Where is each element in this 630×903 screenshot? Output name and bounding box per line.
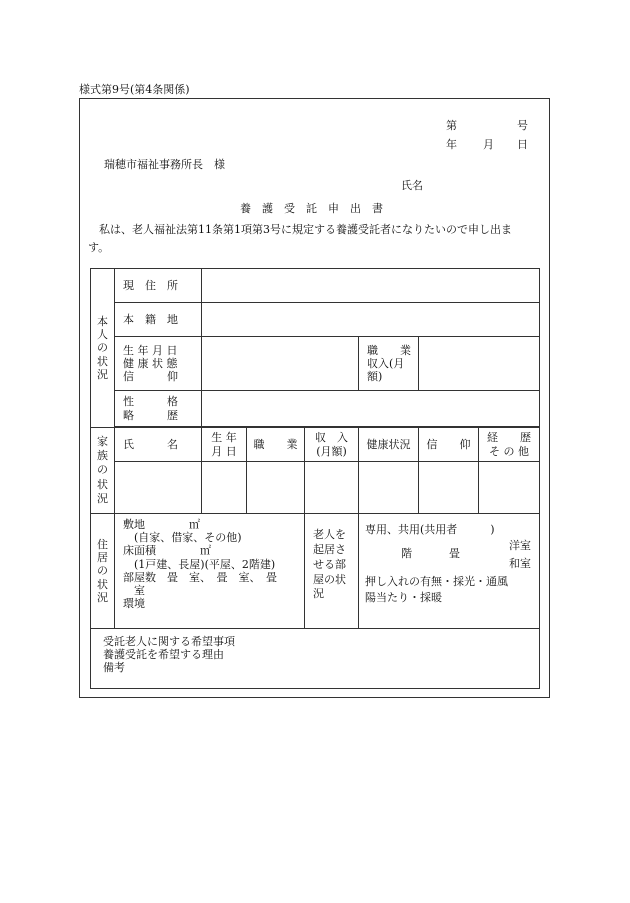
- job-income-labels: [359, 337, 419, 391]
- family-health-header: 健康状況: [359, 428, 419, 462]
- birth-health-faith-field[interactable]: [202, 337, 359, 391]
- self-personality-row: [91, 391, 540, 427]
- application-table: [90, 268, 540, 689]
- family-health-field[interactable]: [359, 462, 419, 514]
- self-section-label: 本 人 の 状 況: [91, 269, 115, 428]
- address-label: 現 住 所: [115, 269, 202, 303]
- intro-text-line2: す。: [88, 241, 110, 254]
- applicant-name-label: 氏名: [401, 179, 423, 192]
- room-features2: 陽当たり・採暖: [365, 591, 442, 604]
- residence-details: 敷地 ㎡ (自家、借家、その他) 床面積 ㎡ (1戸建、長屋)(平屋、2階建) 部屋数 畳 室、 畳 室、 畳 室 環境: [115, 514, 305, 629]
- notes-label: 備考: [103, 661, 125, 675]
- family-name-header: 氏 名: [115, 428, 202, 462]
- family-entry-row: [91, 462, 540, 514]
- document-title: 養 護 受 託 申 出 書: [240, 202, 383, 215]
- job-income-field[interactable]: [419, 337, 540, 391]
- birth-label: 生 年 月 日: [123, 343, 178, 357]
- domicile-field[interactable]: [202, 303, 540, 337]
- family-income-header: 収 入 (月額): [305, 428, 359, 462]
- history-label: 略 歴: [123, 408, 178, 422]
- family-name-field[interactable]: [115, 462, 202, 514]
- family-faith-field[interactable]: [419, 462, 479, 514]
- intro-text-line1: 私は、老人福祉法第11条第1項第3号に規定する養護受託者になりたいので申し出ま: [88, 223, 512, 236]
- remarks-cell[interactable]: [91, 629, 540, 689]
- personality-history-field[interactable]: [202, 391, 540, 427]
- birth-health-faith-labels: [115, 337, 202, 391]
- room-usage: 専用、共用(共用者 ): [365, 523, 495, 536]
- form-number: 様式第9号(第4条関係): [79, 83, 190, 96]
- personality-label: 性 格: [123, 395, 178, 409]
- income-label: 収入(月額): [367, 356, 405, 384]
- family-job-field[interactable]: [247, 462, 305, 514]
- remarks-row: [91, 629, 540, 689]
- room-label: 老人を 起居さ せる部 屋の状 況: [305, 514, 359, 629]
- family-header-row: [91, 428, 540, 462]
- date-year: 年: [446, 138, 457, 151]
- reason-label: 養護受託を希望する理由: [103, 648, 224, 662]
- number-prefix: 第: [446, 119, 457, 132]
- faith-label: 信 仰: [123, 370, 178, 384]
- room-details: [359, 514, 540, 629]
- address-field[interactable]: [202, 269, 540, 303]
- wishes-label: 受託老人に関する希望事項: [103, 635, 235, 648]
- family-career-field[interactable]: [479, 462, 540, 514]
- number-suffix: 号: [517, 119, 528, 132]
- room-western: 洋室: [509, 539, 531, 552]
- room-features: 押し入れの有無・採光・通風: [365, 575, 508, 588]
- room-floor: 階: [401, 547, 412, 560]
- domicile-label: 本 籍 地: [115, 303, 202, 337]
- job-label: 職 業: [367, 343, 411, 357]
- family-career-header: 経 歴 そ の 他: [479, 428, 540, 462]
- date-day: 日: [517, 138, 528, 151]
- room-japanese: 和室: [509, 557, 531, 570]
- residence-section-label: 住 居 の 状 況: [91, 514, 115, 629]
- personality-history-labels: [115, 391, 202, 427]
- family-birth-field[interactable]: [202, 462, 247, 514]
- residence-row: [91, 514, 540, 629]
- family-job-header: 職 業: [247, 428, 305, 462]
- room-tatami: 畳: [449, 547, 460, 560]
- family-section-label: 家 族 の 状 況: [91, 428, 115, 514]
- self-domicile-row: [91, 303, 540, 337]
- health-label: 健 康 状 態: [123, 356, 178, 370]
- addressee: 瑞穂市福祉事務所長 様: [104, 158, 225, 171]
- date-month: 月: [483, 138, 494, 151]
- self-birth-health-row: [91, 337, 540, 391]
- family-birth-header: 生 年 月 日: [202, 428, 247, 462]
- self-address-row: [91, 269, 540, 303]
- family-faith-header: 信 仰: [419, 428, 479, 462]
- family-income-field[interactable]: [305, 462, 359, 514]
